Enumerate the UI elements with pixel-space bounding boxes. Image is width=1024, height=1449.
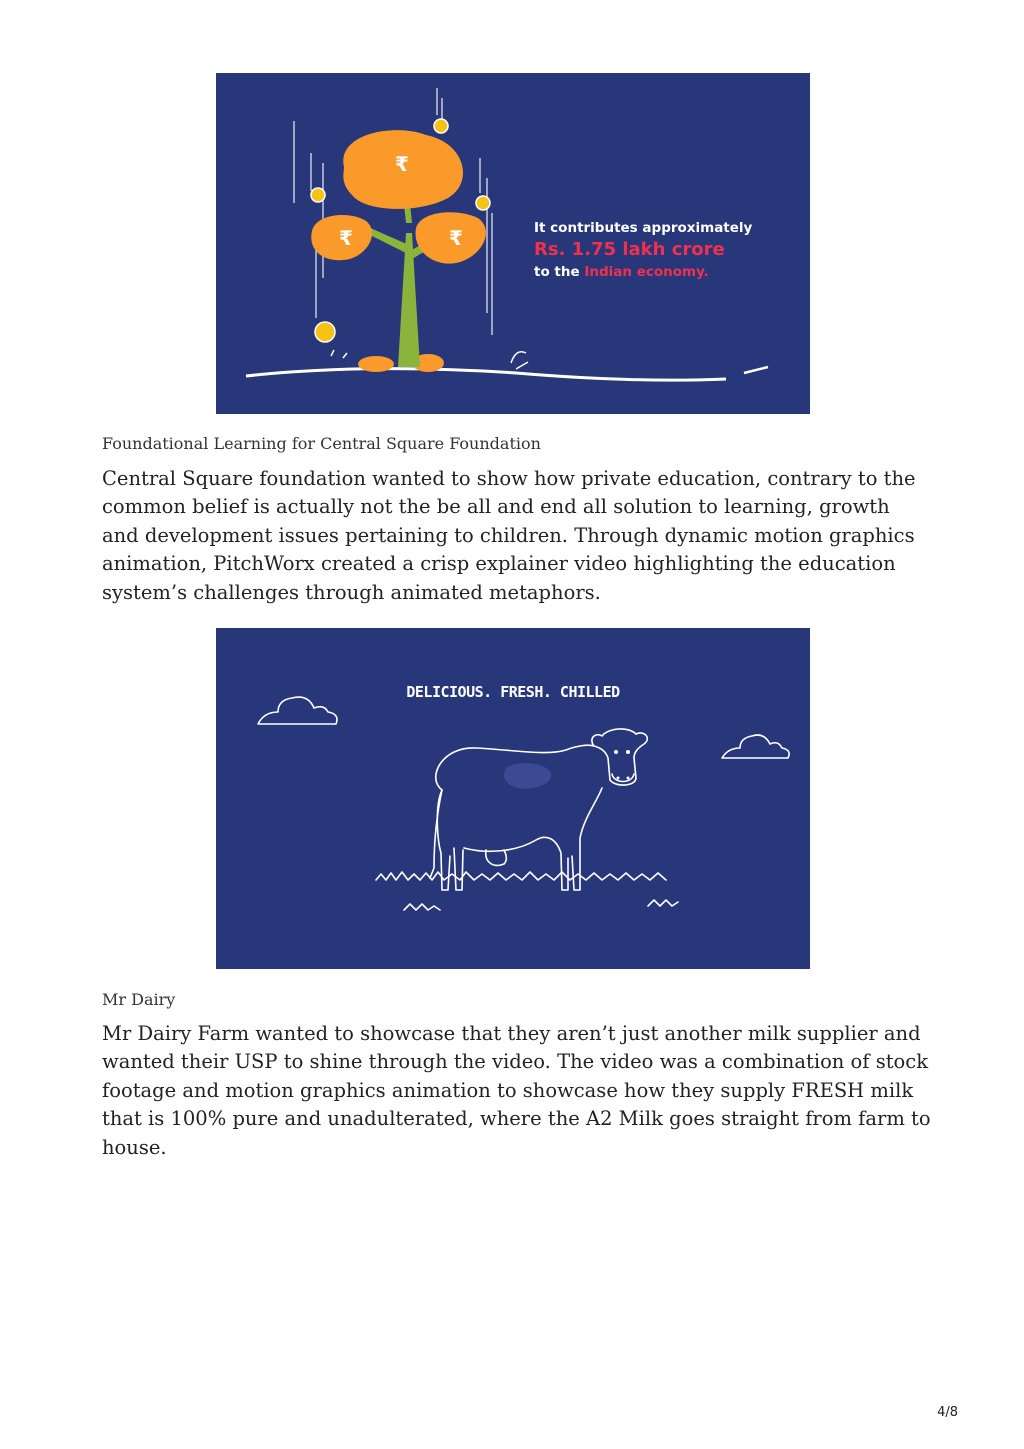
rupee-symbol-right: ₹ [449, 226, 463, 250]
cloud-right-icon [722, 735, 789, 758]
figure-headline-amount: Rs. 1.75 lakh crore [534, 239, 725, 260]
page-number: 4/8 [937, 1405, 958, 1420]
body-paragraph: Mr Dairy Farm wanted to showcase that they aren’t just another milk supplier and wanted their USP to shine through the video. The video was a combination of stock footage and motion graphics animation to showcase how they supply FRESH milk that is 100% pure and unadulterated, where the A2 Milk goes straight from farm to house. [102, 1022, 931, 1159]
rupee-symbol-left: ₹ [339, 226, 353, 250]
figure-headline-line3 [534, 264, 709, 280]
figure-headline-line3-highlight: Indian economy. [584, 264, 709, 280]
money-tree-illustration [216, 73, 810, 414]
rupee-symbol-top: ₹ [395, 152, 409, 176]
cow-graphic [216, 628, 810, 969]
cloud-left-icon [258, 697, 337, 724]
figure-caption: Foundational Learning for Central Square Foundation [102, 434, 541, 453]
figure-headline-line1: It contributes approximately [534, 220, 753, 236]
figure-headline-line3-prefix: to the [534, 264, 585, 280]
figure-headline: DELICIOUS. FRESH. CHILLED [406, 683, 620, 701]
cow-illustration [216, 628, 810, 969]
figure-caption: Mr Dairy [102, 990, 176, 1009]
body-paragraph: Central Square foundation wanted to show how private education, contrary to the common belief is actually not the be all and end all solution to learning, growth and development issues pertaining to children. Through dynamic motion graphics animation, PitchWorx created a crisp explainer video highlighting the education system’s challenges through animated metaphors. [102, 467, 916, 604]
